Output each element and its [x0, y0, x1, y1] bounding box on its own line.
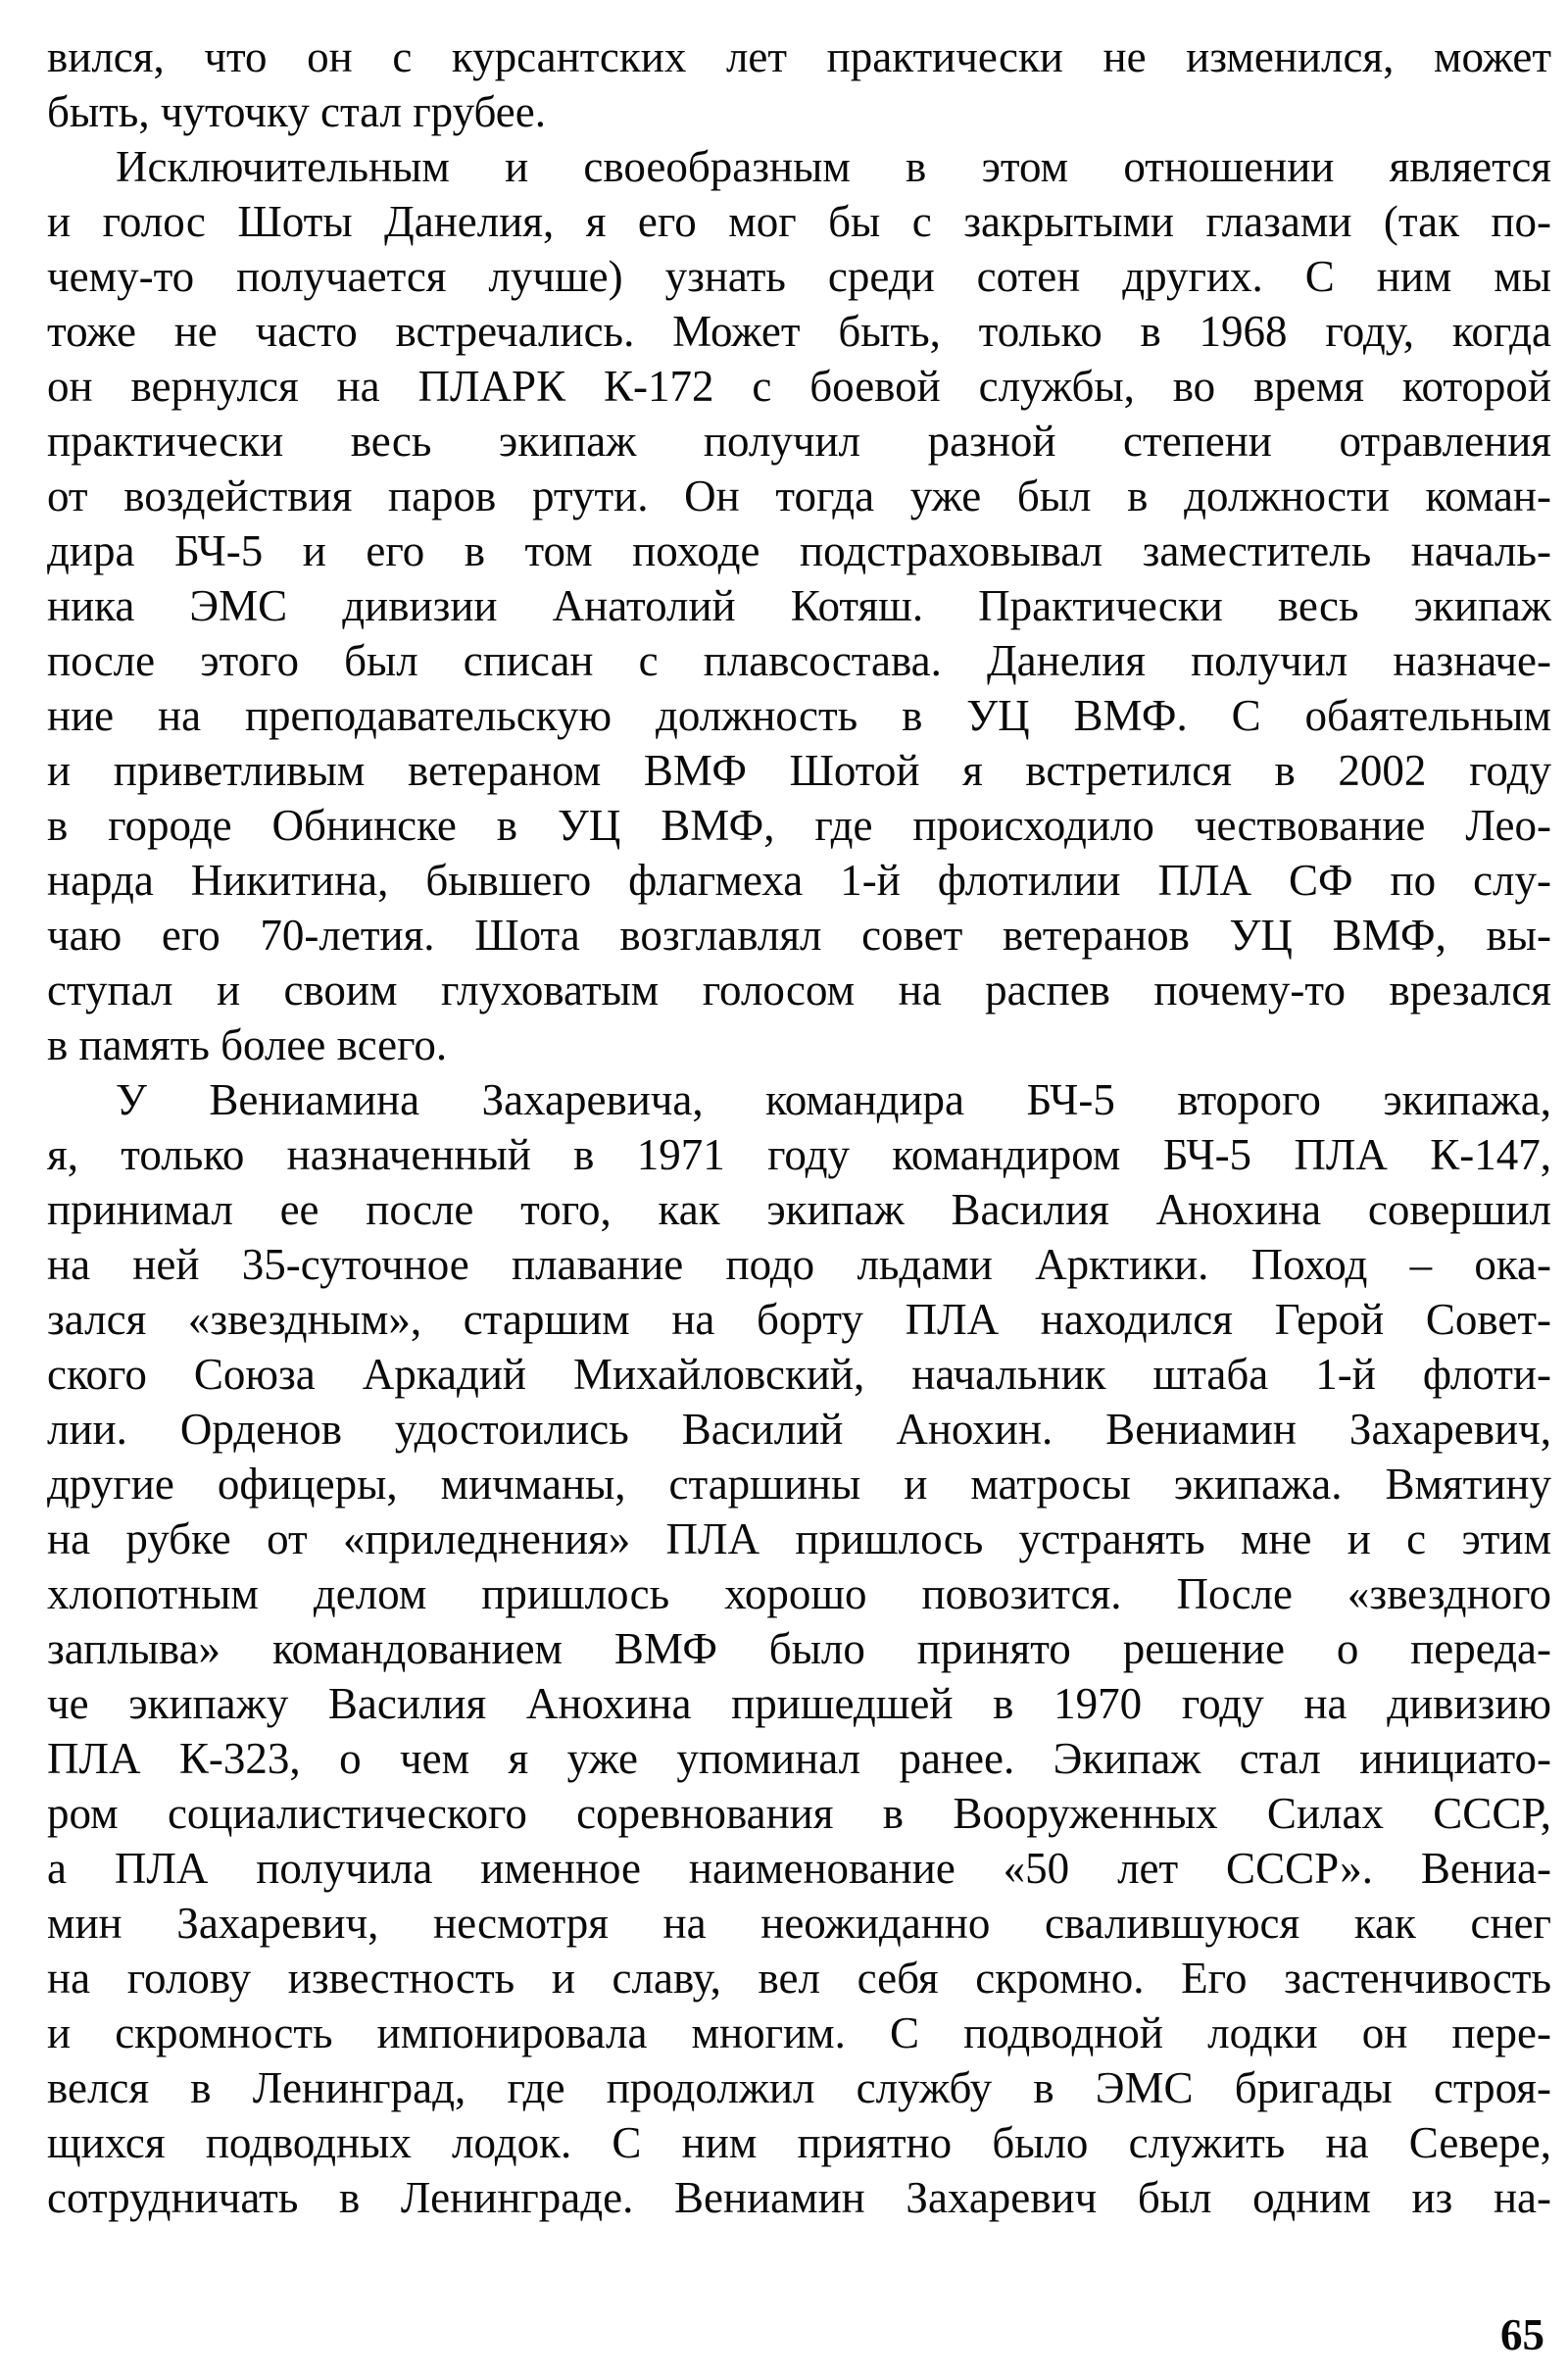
text-line: лии. Орденов удостоились Василий Анохин. Вениамин Захаревич,: [47, 1405, 1551, 1454]
text-line: ника ЭМС дивизии Анатолий Котяш. Практически весь экипаж: [47, 581, 1551, 630]
text-line: принимал ее после того, как экипаж Василия Анохина совершил: [47, 1185, 1551, 1234]
text-line: в городе Обнинске в УЦ ВМФ, где происходило чествование Лео-: [47, 801, 1551, 850]
text-line: и приветливым ветераном ВМФ Шотой я встретился в 2002 году: [47, 746, 1551, 795]
text-line: щихся подводных лодок. С ним приятно было служить на Севере,: [47, 2118, 1551, 2167]
text-line: и голос Шоты Данелия, я его мог бы с закрытыми глазами (так по-: [47, 197, 1551, 246]
text-line: че экипажу Василия Анохина пришедшей в 1970 году на дивизию: [47, 1679, 1551, 1728]
text-line: ступал и своим глуховатым голосом на распев почему-то врезался: [47, 966, 1551, 1015]
text-line: вился, что он с курсантских лет практически не изменился, может: [47, 32, 1551, 81]
text-line: другие офицеры, мичманы, старшины и матросы экипажа. Вмятину: [47, 1460, 1551, 1509]
text-line: он вернулся на ПЛАРК К-172 с боевой службы, во время которой: [47, 362, 1551, 411]
text-line: зался «звездным», старшим на борту ПЛА находился Герой Совет-: [47, 1295, 1551, 1344]
text-line: ского Союза Аркадий Михайловский, начальник штаба 1-й флоти-: [47, 1350, 1551, 1399]
text-line: чему-то получается лучше) узнать среди сотен других. С ним мы: [47, 252, 1551, 301]
text-line: после этого был списан с плавсостава. Данелия получил назначе-: [47, 636, 1551, 685]
text-line: тоже не часто встречались. Может быть, только в 1968 году, когда: [47, 307, 1551, 356]
text-line: ПЛА К-323, о чем я уже упоминал ранее. Экипаж стал инициато-: [47, 1734, 1551, 1783]
text-line: от воздействия паров ртути. Он тогда уже был в должности коман-: [47, 471, 1551, 520]
text-line: ние на преподавательскую должность в УЦ ВМФ. С обаятельным: [47, 691, 1551, 740]
text-line: Исключительным и своеобразным в этом отношении является: [116, 142, 1551, 191]
text-line: на рубке от «приледнения» ПЛА пришлось устранять мне и с этим: [47, 1514, 1551, 1563]
text-line: быть, чуточку стал грубее.: [47, 87, 546, 136]
book-page: [47, 29, 1556, 2362]
text-line: ром социалистического соревнования в Вооруженных Силах СССР,: [47, 1789, 1551, 1838]
text-line: дира БЧ-5 и его в том походе подстраховывал заместитель началь-: [47, 526, 1551, 575]
text-line: а ПЛА получила именное наименование «50 лет СССР». Вениа-: [47, 1844, 1551, 1893]
text-line: сотрудничать в Ленинграде. Вениамин Захаревич был одним из на-: [47, 2173, 1551, 2222]
text-line: заплыва» командованием ВМФ было принято решение о переда-: [47, 1624, 1551, 1673]
text-line: в память более всего.: [47, 1020, 448, 1069]
text-line: на ней 35-суточное плавание подо льдами Арктики. Поход – ока-: [47, 1240, 1551, 1289]
text-line: и скромность импонировала многим. С подводной лодки он пере-: [47, 2008, 1551, 2057]
text-line: чаю его 70-летия. Шота возглавлял совет ветеранов УЦ ВМФ, вы-: [47, 911, 1551, 960]
text-line: У Вениамина Захаревича, командира БЧ-5 второго экипажа,: [116, 1075, 1551, 1124]
text-line: практически весь экипаж получил разной степени отравления: [47, 417, 1551, 466]
text-line: хлопотным делом пришлось хорошо повозится. После «звездного: [47, 1569, 1551, 1618]
text-line: мин Захаревич, несмотря на неожиданно свалившуюся как снег: [47, 1899, 1551, 1948]
text-line: нарда Никитина, бывшего флагмеха 1-й флотилии ПЛА СФ по слу-: [47, 856, 1551, 905]
text-line: на голову известность и славу, вел себя скромно. Его застенчивость: [47, 1954, 1551, 2003]
page-number: 65: [1500, 2310, 1544, 2359]
text-line: велся в Ленинград, где продолжил службу в ЭМС бригады строя-: [47, 2063, 1551, 2112]
text-line: я, только назначенный в 1971 году командиром БЧ-5 ПЛА К-147,: [47, 1130, 1551, 1179]
